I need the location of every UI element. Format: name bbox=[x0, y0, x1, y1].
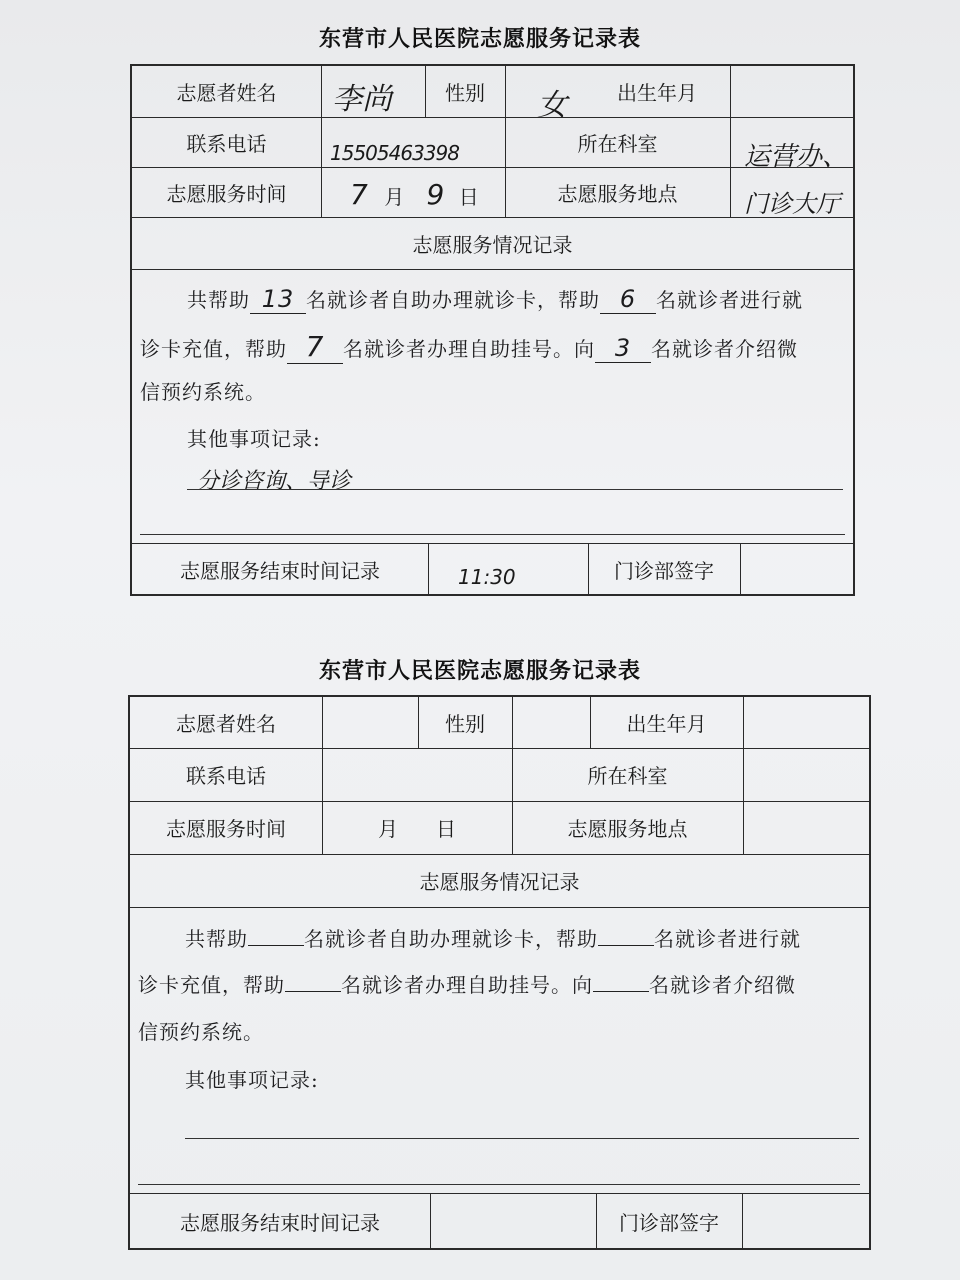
label-end-time: 志愿服务结束时间记录 bbox=[180, 1211, 380, 1235]
count-self-registration[interactable]: 7 bbox=[287, 330, 343, 364]
record-line-3: 信预约系统。 bbox=[138, 1020, 264, 1044]
record-section-header: 志愿服务情况记录 bbox=[412, 232, 573, 257]
value-end-time[interactable]: 11:30 bbox=[458, 565, 516, 589]
label-phone: 联系电话 bbox=[186, 764, 266, 788]
label-phone: 联系电话 bbox=[186, 131, 267, 156]
label-signature: 门诊部签字 bbox=[614, 559, 714, 583]
record-line-2: 诊卡充值，帮助 7 名就诊者办理自助挂号。向 3 名就诊者介绍微 bbox=[140, 330, 798, 363]
value-day: 9 bbox=[426, 178, 445, 211]
label-department: 所在科室 bbox=[587, 764, 668, 788]
record-line-1: 共帮助 名就诊者自助办理就诊卡，帮助 名就诊者进行就 bbox=[185, 927, 801, 951]
label-other-notes: 其他事项记录: bbox=[187, 427, 321, 451]
label-month: 月 bbox=[384, 185, 405, 209]
label-birth-date: 出生年月 bbox=[626, 712, 707, 736]
service-date[interactable] bbox=[350, 178, 479, 211]
input-birth-date[interactable] bbox=[743, 697, 869, 748]
input-signature[interactable] bbox=[742, 1193, 869, 1250]
value-other-notes[interactable]: 分诊咨询、导诊 bbox=[197, 469, 352, 494]
count-wechat-intro[interactable]: 3 bbox=[595, 334, 651, 363]
record-line-3: 信预约系统。 bbox=[140, 380, 266, 404]
label-other-notes: 其他事项记录: bbox=[185, 1068, 319, 1092]
value-service-place[interactable]: 门诊大厅 bbox=[744, 190, 840, 218]
record-line-1: 共帮助 13 名就诊者自助办理就诊卡，帮助 6 名就诊者进行就 bbox=[187, 285, 803, 313]
record-section-header: 志愿服务情况记录 bbox=[419, 870, 580, 894]
input-department[interactable] bbox=[743, 748, 869, 801]
label-month: 月 bbox=[378, 817, 398, 841]
input-service-place[interactable] bbox=[743, 801, 869, 854]
label-end-time: 志愿服务结束时间记录 bbox=[180, 559, 380, 583]
label-service-place: 志愿服务地点 bbox=[557, 181, 678, 206]
form-table bbox=[128, 695, 871, 1250]
label-signature: 门诊部签字 bbox=[619, 1211, 719, 1235]
label-volunteer-name: 志愿者姓名 bbox=[176, 712, 276, 736]
value-volunteer-name[interactable]: 李尚 bbox=[332, 82, 392, 117]
count-wechat-intro[interactable] bbox=[593, 971, 649, 992]
count-card-register[interactable] bbox=[248, 925, 304, 946]
input-phone[interactable] bbox=[322, 748, 512, 801]
label-day: 日 bbox=[458, 185, 479, 209]
label-service-place: 志愿服务地点 bbox=[567, 817, 688, 841]
other-notes-line-2[interactable] bbox=[138, 1184, 860, 1185]
label-gender: 性别 bbox=[445, 712, 485, 736]
count-self-registration[interactable] bbox=[285, 971, 341, 992]
record-line-2: 诊卡充值，帮助 名就诊者办理自助挂号。向 名就诊者介绍微 bbox=[138, 973, 796, 997]
label-day: 日 bbox=[436, 817, 456, 841]
other-notes-line-1[interactable] bbox=[185, 1138, 859, 1139]
value-phone[interactable]: 15505463398 bbox=[330, 141, 459, 165]
count-card-register[interactable]: 13 bbox=[250, 285, 306, 314]
form-table bbox=[130, 64, 855, 596]
count-card-recharge[interactable] bbox=[598, 925, 654, 946]
value-gender[interactable]: 女 bbox=[537, 88, 567, 123]
label-birth-date: 出生年月 bbox=[617, 81, 697, 105]
input-end-time[interactable] bbox=[430, 1193, 596, 1250]
label-department: 所在科室 bbox=[577, 131, 658, 156]
form-title: 东营市人民医院志愿服务记录表 bbox=[318, 658, 641, 684]
value-department[interactable]: 运营办、 bbox=[744, 142, 849, 172]
input-service-date[interactable] bbox=[322, 801, 512, 854]
form-title: 东营市人民医院志愿服务记录表 bbox=[318, 26, 641, 52]
label-volunteer-name: 志愿者姓名 bbox=[176, 81, 277, 105]
label-service-time: 志愿服务时间 bbox=[166, 181, 287, 206]
value-month: 7 bbox=[350, 178, 368, 211]
input-volunteer-name[interactable] bbox=[322, 697, 418, 748]
label-service-time: 志愿服务时间 bbox=[166, 817, 286, 841]
label-gender: 性别 bbox=[445, 81, 485, 105]
input-gender[interactable] bbox=[512, 697, 590, 748]
count-card-recharge[interactable]: 6 bbox=[600, 285, 656, 314]
